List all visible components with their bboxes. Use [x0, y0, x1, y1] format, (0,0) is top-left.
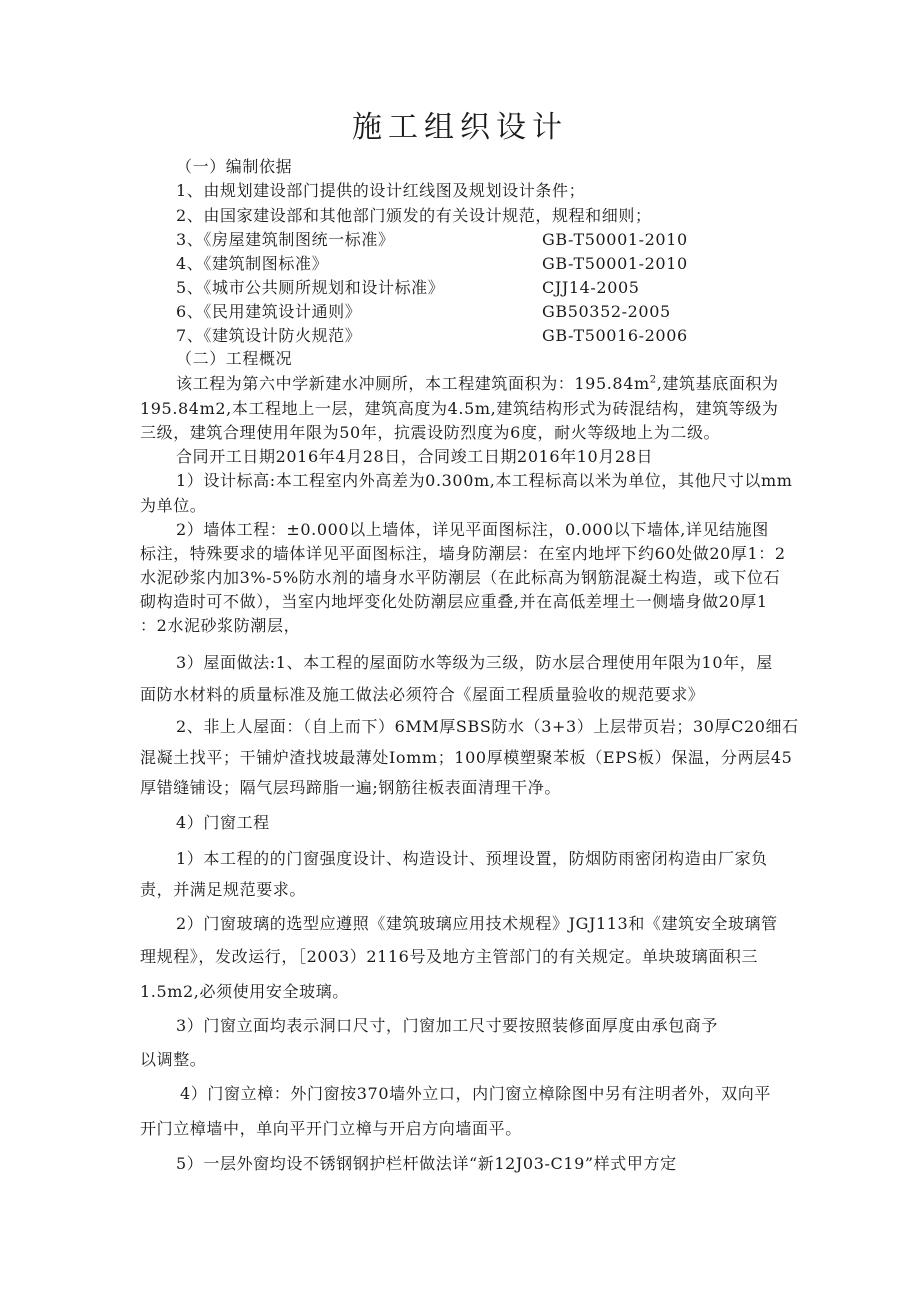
standard-name-4: 4、《建筑制图标准》: [176, 254, 329, 273]
standard-name-6: 6、《民用建筑设计通则》: [176, 302, 362, 321]
door5-line-1: 5）一层外窗均设不锈钢钢护栏杆做法详“新12J03-C19”样式甲方定: [176, 1154, 677, 1173]
roof-line-2: 面防水材料的质量标准及施工做法必须符合《屋面工程质量验收的规范要求》: [140, 685, 705, 704]
door1-line-2: 责，并满足规范要求。: [140, 880, 307, 899]
basis-item-2: 2、由国家建设部和其他部门颁发的有关设计规范，规程和细则；: [176, 206, 652, 225]
section-heading-basis: （一）编制依据: [176, 157, 293, 176]
roof-line-1: 3）屋面做法:1、本工程的屋面防水等级为三级，防水层合理使用年限为10年，屋: [176, 653, 773, 672]
door1-line-1: 1）本工程的的门窗强度设计、构造设计、预埋设置，防烟防雨密闭构造由厂家负: [176, 849, 768, 868]
standard-name-5: 5、《城市公共厕所规划和设计标准》: [176, 278, 445, 297]
wall-line-3: 水泥砂浆内加3%-5%防水剂的墙身水平防潮层（在此标高为钢筋混凝土构造，或下位石: [140, 568, 781, 587]
overview-line-1: 该工程为第六中学新建水冲厕所，本工程建筑面积为：$195.84m^2$,建筑基底面积为: [176, 374, 779, 393]
elevation-line-2: 为单位。: [140, 496, 207, 515]
section-heading-overview: （二）工程概况: [176, 349, 293, 368]
basis-item-1: 1、由规划建设部门提供的设计红线图及规划设计条件；: [176, 181, 586, 200]
wall-line-1: 2）墙体工程：±0.000以上墙体，详见平面图标注，0.000以下墙体,详见结施图: [176, 520, 769, 539]
wall-line-4: 砌构造时可不做），当室内地坪变化处防潮层应重叠,并在高低差埋土一侧墙身做20厚1: [140, 592, 768, 611]
door4-line-2: 开门立樟墙中，单向平开门立樟与开启方向墙面平。: [140, 1119, 522, 1138]
standard-code-5: CJJ14-2005: [542, 278, 640, 297]
roof2-line-3: 厚错缝铺设；隔气层玛蹄脂一遍;钢筋往板表面清理干净。: [140, 778, 561, 797]
standard-code-6: GB50352-2005: [542, 302, 671, 321]
door3-line-2: 以调整。: [140, 1050, 207, 1069]
doors-heading: 4）门窗工程: [176, 813, 270, 832]
standard-code-4: GB-T50001-2010: [542, 254, 688, 273]
standard-code-7: GB-T50016-2006: [542, 326, 688, 345]
contract-dates: 合同开工日期2016年4月28日，合同竣工日期2016年10月28日: [176, 447, 654, 466]
door2-line-1: 2）门窗玻璃的选型应遵照《建筑玻璃应用技术规程》JGJ113和《建筑安全玻璃管: [176, 914, 778, 933]
standard-name-7: 7、《建筑设计防火规范》: [176, 326, 362, 345]
roof2-line-1: 2、非上人屋面：（自上而下）6MM厚SBS防水（3+3）上层带页岩；30厚C20细石: [176, 717, 799, 736]
standard-name-3: 3、《房屋建筑制图统一标准》: [176, 230, 395, 249]
door2-line-2: 理规程》，发改运行，［2003）2116号及地方主管部门的有关规定。单块玻璃面积三: [140, 947, 759, 966]
elevation-line-1: 1）设计标高:本工程室内外高差为0.300m,本工程标高以米为单位，其他尺寸以mm: [176, 471, 793, 490]
overview-line-3: 三级，建筑合理使用年限为50年，抗震设防烈度为6度，耐火等级地上为二级。: [140, 423, 721, 442]
page-title: 施工组织设计: [352, 110, 568, 145]
door2-line-3: 1.5m2,必须使用安全玻璃。: [140, 982, 349, 1001]
wall-line-5: ：2水泥砂浆防潮层，: [140, 616, 301, 635]
roof2-line-2: 混凝土找平；干铺炉渣找坡最薄处Iomm；100厚模塑聚苯板（EPS板）保温，分两层45: [140, 748, 793, 767]
overview-line-2: 195.84m2,本工程地上一层，建筑高度为4.5m,建筑结构形式为砖混结构，建筑等级为: [140, 399, 779, 418]
standard-code-3: GB-T50001-2010: [542, 230, 688, 249]
door4-line-1: 4）门窗立樟：外门窗按370墙外立口，内门窗立樟除图中另有注明者外，双向平: [180, 1084, 771, 1103]
door3-line-1: 3）门窗立面均表示洞口尺寸，门窗加工尺寸要按照装修面厚度由承包商予: [176, 1016, 718, 1035]
wall-line-2: 标注，特殊要求的墙体详见平面图标注，墙身防潮层：在室内地坪下约60处做20厚1：2: [140, 544, 786, 563]
